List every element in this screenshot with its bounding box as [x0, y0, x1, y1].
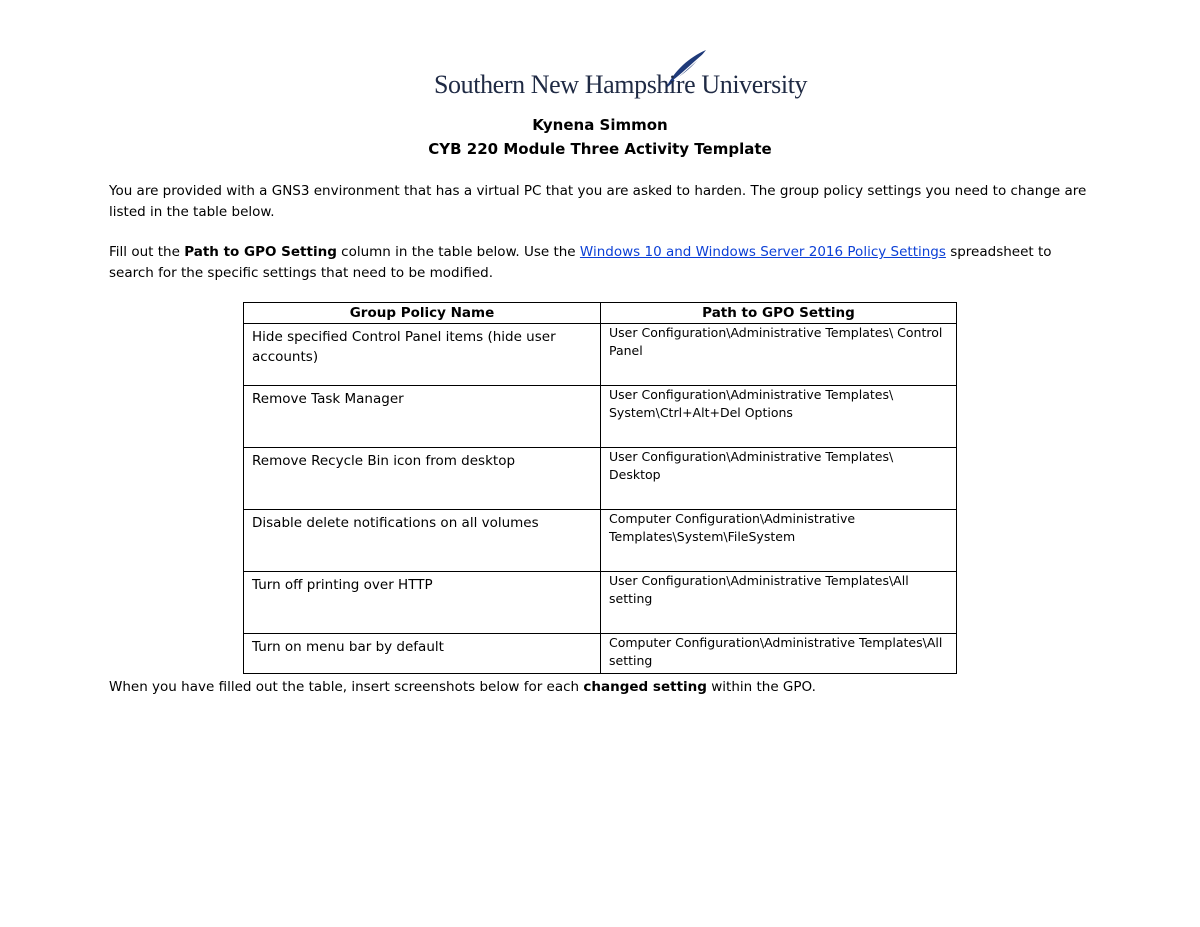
policy-name-cell: Remove Recycle Bin icon from desktop: [244, 448, 601, 510]
column-header: Path to GPO Setting: [601, 303, 957, 324]
gpo-path-cell[interactable]: User Configuration\Administrative Templates\All setting: [601, 572, 957, 634]
table-header-row: [244, 303, 957, 324]
closing-paragraph: [109, 677, 1099, 698]
table-row: [244, 634, 957, 674]
closing-bold: changed setting: [583, 679, 707, 695]
table-row: [244, 386, 957, 448]
gpo-path-cell[interactable]: User Configuration\Administrative Templates\ Desktop: [601, 448, 957, 510]
gpo-path-cell[interactable]: Computer Configuration\Administrative Templates\System\FileSystem: [601, 510, 957, 572]
gpo-table: [243, 302, 957, 674]
instructions-paragraph: [109, 242, 1099, 284]
university-logo: [434, 48, 808, 108]
policy-name-cell: Remove Task Manager: [244, 386, 601, 448]
closing-prefix: When you have filled out the table, insert screenshots below for each: [109, 679, 584, 695]
table-row: [244, 448, 957, 510]
table-row: [244, 510, 957, 572]
university-name: Southern New Hampshire University: [434, 70, 808, 99]
gpo-path-cell[interactable]: User Configuration\Administrative Templates\ Control Panel: [601, 324, 957, 386]
table-row: [244, 324, 957, 386]
policy-settings-link[interactable]: Windows 10 and Windows Server 2016 Policy Settings: [579, 244, 946, 260]
table-row: [244, 572, 957, 634]
intro-paragraph: You are provided with a GNS3 environment that has a virtual PC that you are asked to harden. The group policy settings you need to change are listed in the table below.: [109, 183, 1087, 220]
policy-name-cell: Disable delete notifications on all volumes: [244, 510, 601, 572]
instructions-suffix: spreadsheet to search for the specific settings that need to be modified.: [109, 244, 1052, 281]
policy-name-cell: Turn on menu bar by default: [244, 634, 601, 674]
instructions-bold: Path to GPO Setting: [184, 244, 337, 260]
instructions-middle: column in the table below. Use the: [336, 244, 580, 260]
policy-name-cell: Turn off printing over HTTP: [244, 572, 601, 634]
column-header: Group Policy Name: [244, 303, 601, 324]
instructions-prefix: Fill out the: [109, 244, 185, 260]
document-title: CYB 220 Module Three Activity Template: [428, 140, 772, 158]
closing-suffix: within the GPO.: [706, 679, 816, 695]
policy-name-cell: Hide specified Control Panel items (hide user accounts): [244, 324, 601, 386]
gpo-path-cell[interactable]: Computer Configuration\Administrative Templates\All setting: [601, 634, 957, 674]
gpo-path-cell[interactable]: User Configuration\Administrative Templates\ System\Ctrl+Alt+Del Options: [601, 386, 957, 448]
author-name: Kynena Simmon: [532, 116, 668, 134]
